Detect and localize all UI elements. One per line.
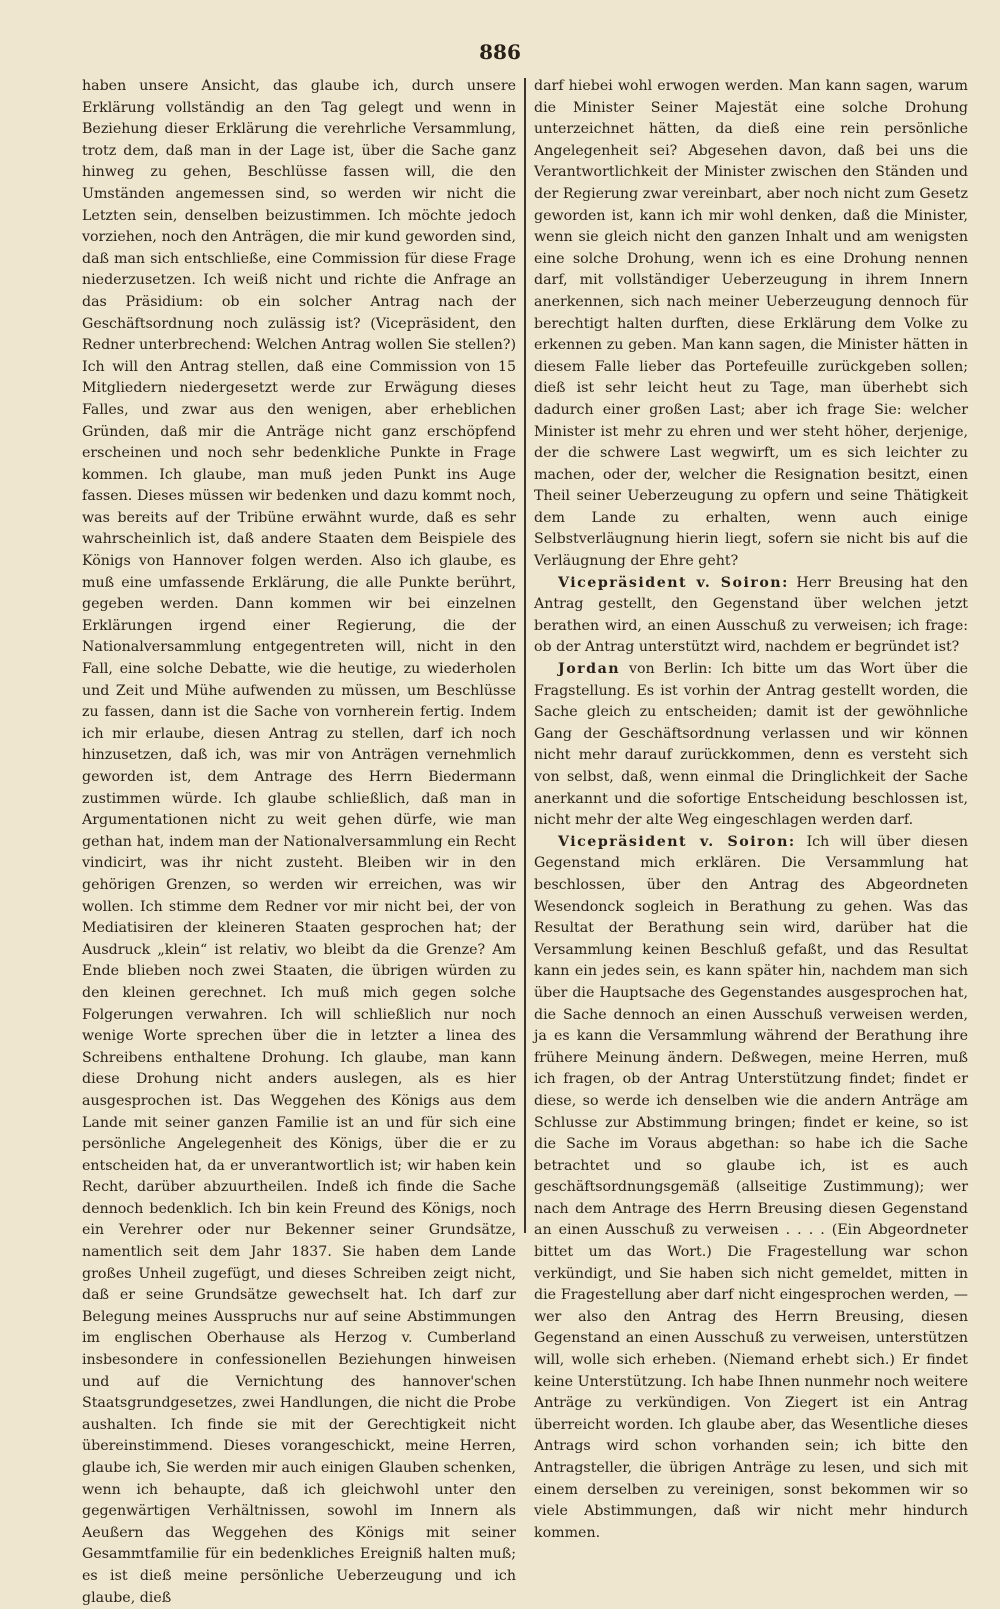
- paragraph: [534, 76, 968, 573]
- right-column: [534, 76, 968, 1541]
- paragraph-text: Ich will über diesen Gegenstand mich erklären. Die Versammlung hat beschlossen, über den Antrag des Abgeordneten Wesendonck sogleich in Berathung zu gehen. Was das Resultat der Berathung sein wird, darüber hat die Versammlung keinen Beschluß gefaßt, und das Resultat kann ein jedes sein, es kann später hin, nachdem man sich über die Hauptsache des Gegenstandes ausgesprochen hat, die Sache dennoch an einen Ausschuß verweisen werden, ja es kann die Versammlung während der Berathung ihre frühere Meinung ändern. Deßwegen, meine Herren, muß ich fragen, ob der Antrag Unterstützung findet; findet er diese, so werde ich denselben wie die andern Anträge am Schlusse zur Abstimmung bringen; findet er keine, so ist die Sache im Voraus abgethan: so habe ich die Sache betrachtet und so glaube ich, ist es auch geschäftsordnungsgemäß (allseitige Zustimmung); wer nach dem Antrage des Herrn Breusing diesen Gegenstand an einen Ausschuß zu verweisen . . . . (Ein Abgeordneter bittet um das Wort.) Die Fragestellung war schon verkündigt, und Sie haben sich nicht gemeldet, mitten in die Fragestellung aber darf nicht eingesprochen werden, — wer also den Antrag des Herrn Breusing, diesen Gegenstand an einen Ausschuß zu verweisen, unterstützen will, wolle sich erheben. (Niemand erhebt sich.) Er findet keine Unterstützung. Ich habe Ihnen nunmehr noch weitere Anträge zu verkündigen. Von Ziegert ist ein Antrag überreicht worden. Ich glaube aber, das Wesentliche dieses Antrags wird schon vorhanden sein; ich bitte den Antragsteller, die übrigen Anträge zu lesen, und sich mit einem derselben zu vereinigen, sonst bekommen wir so viele Abstimmungen, daß wir nicht mehr hindurch kommen.: [534, 833, 968, 1541]
- speech-paragraph: [534, 659, 968, 832]
- speaker-name: Vicepräsident v. Soiron:: [558, 574, 789, 591]
- left-column: [82, 76, 516, 1606]
- paragraph-text: Herr Breusing hat den Antrag gestellt, den Gegenstand über welchen jetzt berathen wird, an einen Ausschuß zu verweisen; ich frage: ob der Antrag unterstützt wird, nachdem er begründet ist?: [534, 574, 968, 656]
- speaker-name: Vicepräsident v. Soiron:: [558, 833, 796, 850]
- speech-paragraph: [534, 573, 968, 659]
- column-divider: [524, 78, 526, 1233]
- page-number: 886: [479, 40, 521, 64]
- speaker-name: Jordan: [558, 661, 621, 678]
- paragraph-text: darf hiebei wohl erwogen werden. Man kann sagen, warum die Minister Seiner Majestät eine solche Drohung unterzeichnet hätten, da dieß eine rein persönliche Angelegenheit sei? Abgesehen davon, daß bei uns die Verantwortlichkeit der Minister zwischen den Ständen und der Regierung zwar vereinbart, aber noch nicht zum Gesetz geworden ist, kann ich mir wohl denken, daß die Minister, wenn sie gleich nicht den ganzen Inhalt und am wenigsten eine solche Drohung, wenn ich es eine Drohung nennen darf, mit vollständiger Ueberzeugung in ihrem Innern anerkennen, sich nach meiner Ueberzeugung dennoch für berechtigt halten durften, diese Erklärung dem Volke zu erkennen zu geben. Man kann sagen, die Minister hätten in diesem Falle lieber das Portefeuille zurückgeben sollen; dieß ist sehr leicht heut zu Tage, man überhebt sich dadurch einer großen Last; aber ich frage Sie: welcher Minister ist mehr zu ehren und wer steht höher, derjenige, der die schwere Last wegwirft, um es sich leichter zu machen, oder der, welcher die Resignation besitzt, einen Theil seiner Ueberzeugung zu opfern und seine Thätigkeit dem Lande zu erhalten, wenn auch einige Selbstverläugnung hierin liegt, sofern sie nicht bis auf die Verläugnung der Ehre geht?: [534, 78, 968, 570]
- speech-paragraph: [534, 832, 968, 1545]
- paragraph: haben unsere Ansicht, das glaube ich, durch unsere Erklärung vollständig an den Tag gelegt und wenn in Beziehung dieser Erklärung die verehrliche Versammlung, trotz dem, daß man in der Lage ist, über die Sache ganz hinweg zu gehen, Beschlüsse fassen will, die den Umständen angemessen sind, so werden wir nicht die Letzten sein, denselben beizustimmen. Ich möchte jedoch vorziehen, noch den Anträgen, die mir kund geworden sind, daß man sich entschließe, eine Commission für diese Frage niederzusetzen. Ich weiß nicht und richte die Anfrage an das Präsidium: ob ein solcher Antrag nach der Geschäftsordnung noch zulässig ist? (Vicepräsident, den Redner unterbrechend: Welchen Antrag wollen Sie stellen?) Ich will den Antrag stellen, daß eine Commission von 15 Mitgliedern niedergesetzt werde zur Erwägung dieses Falles, und zwar aus den wenigen, aber erheblichen Gründen, daß mir die Anträge nicht ganz erschöpfend erscheinen und noch sehr bedenkliche Punkte in Frage kommen. Ich glaube, man muß jeden Punkt ins Auge fassen. Dieses müssen wir bedenken und dazu kommt noch, was bereits auf der Tribüne erwähnt wurde, daß es sehr wahrscheinlich ist, daß andere Staaten dem Beispiele des Königs von Hannover folgen werden. Also ich glaube, es muß eine umfassende Erklärung, die alle Punkte berührt, gegeben werden. Dann kommen wir bei einzelnen Erklärungen irgend einer Regierung, die der Nationalversammlung entgegentreten will, nicht in den Fall, eine solche Debatte, wie die heutige, zu wiederholen und Zeit und Mühe aufwenden zu müssen, um Beschlüsse zu fassen, dann ist die Sache von vornherein fertig. Indem ich mir erlaube, diesen Antrag zu stellen, darf ich noch hinzusetzen, daß ich, was mir von Anträgen vernehmlich geworden ist, dem Antrage des Herrn Biedermann zustimmen würde. Ich glaube schließlich, daß man in Argumentationen nicht zu weit gehen dürfe, wie man gethan hat, indem man der Nationalversammlung ein Recht vindicirt, was ihr nicht zusteht. Bleiben wir in den gehörigen Grenzen, so werden wir erreichen, was wir wollen. Ich stimme dem Redner vor mir nicht bei, der von Mediatisiren der kleineren Staaten gesprochen hat; der Ausdruck „klein“ ist relativ, wo bleibt da die Grenze? Am Ende blieben noch zwei Staaten, die übrigen würden zu den kleinen gerechnet. Ich muß mich gegen solche Folgerungen verwahren. Ich will schließlich nur noch wenige Worte sprechen über die in letzter a linea des Schreibens enthaltene Drohung. Ich glaube, man kann diese Drohung nicht anders auslegen, als es hier ausgesprochen ist. Das Weggehen des Königs aus dem Lande mit seiner ganzen Familie ist an und für sich eine persönliche Angelegenheit des Königs, über die er zu entscheiden hat, da er unverantwortlich ist; wir haben kein Recht, darüber abzuurtheilen. Indeß ich finde die Sache dennoch bedenklich. Ich bin kein Freund des Königs, noch ein Verehrer oder nur Bekenner seiner Grundsätze, namentlich seit dem Jahr 1837. Sie haben dem Lande großes Unheil zugefügt, und dieses Schreiben zeigt nicht, daß er seine Grundsätze gewechselt hat. Ich darf zur Belegung meines Ausspruchs nur auf seine Abstimmungen im englischen Oberhause als Herzog v. Cumberland insbesondere in confessionellen Beziehungen hinweisen und auf die Vernichtung des hannover'schen Staatsgrundgesetzes, zwei Handlungen, die nicht die Probe aushalten. Ich finde sie mit der Gerechtigkeit nicht übereinstimmend. Dieses vorangeschickt, meine Herren, glaube ich, Sie werden mir auch einigen Glauben schenken, wenn ich behaupte, daß ich gleichwohl unter den gegenwärtigen Verhältnissen, sowohl im Innern als Aeußern das Weggehen des Königs mit seiner Gesammtfamilie für ein bedenkliches Ereigniß halten muß; es ist dieß meine persönliche Ueberzeugung und ich glaube, dieß: [82, 78, 516, 1606]
- paragraph-text: von Berlin: Ich bitte um das Wort über die Fragstellung. Es ist vorhin der Antrag gestellt worden, die Sache gleich zu entscheiden; damit ist der gewöhnliche Gang der Geschäftsordnung verlassen und wir können nicht mehr darauf zurückkommen, denn es versteht sich von selbst, daß, wenn einmal die Dringlichkeit der Sache anerkannt und die sofortige Entscheidung beschlossen ist, nicht mehr der alte Weg eingeschlagen werden darf.: [534, 661, 968, 829]
